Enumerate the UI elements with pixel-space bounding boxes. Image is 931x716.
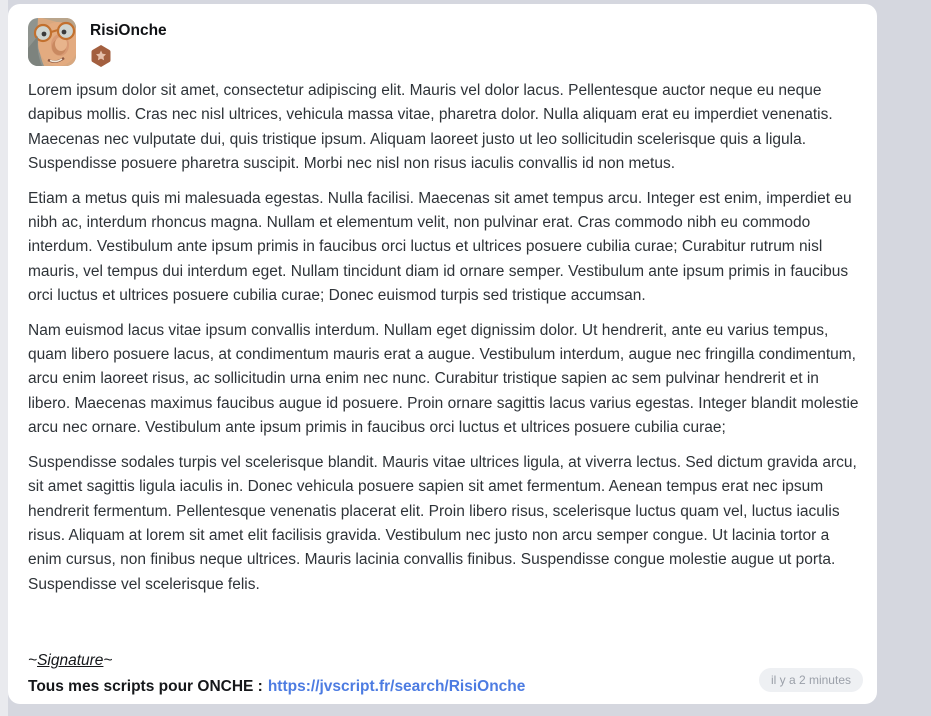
signature-tilde-prefix: ~ [28,652,38,670]
author-meta [90,18,167,68]
signature-scripts-label: Tous mes scripts pour ONCHE : [28,678,263,696]
avatar[interactable] [28,18,76,66]
post-paragraph: Suspendisse sodales turpis vel scelerisque blandit. Mauris vitae ultrices ligula, at viverra lectus. Sed dictum gravida arcu, sit amet sagittis ligula iaculis in. Donec vehicula posuere sapien sit amet fermentum. Aenean tempus erat nec ipsum hendrerit fermentum. Pellentesque venenatis placerat elit. Proin libero risus, scelerisque luctus quam vel, luctus iaculis risus. Aliquam at lorem sit amet elit facilisis gravida. Vestibulum nec justo non arcu semper congue. Ut lacinia tortor a enim cursus, non finibus neque ultrices. Mauris lacinia convallis finibus. Suspendisse congue molestie augue ut porta. Suspendisse vel scelerisque felis. [28,453,857,593]
post-paragraph: Etiam a metus quis mi malesuada egestas. Nulla facilisi. Maecenas sit amet tempus arcu. Integer est enim, imperdiet eu nibh ac, interdum rhoncus magna. Nullam et elementum velit, non pulvinar erat. Cras commodo nibh eu commodo interdum. Vestibulum ante ipsum primis in faucibus orci luctus et ultrices posuere cubilia curae; Curabitur rutrum nisl mauris, vel tempus dui interdum eget. Nullam tincidunt diam id ornare semper. Vestibulum ante ipsum primis in faucibus orci luctus et ultrices posuere cubilia curae; Donec euismod turpis sed tristique accumsan. [28,189,852,305]
signature-tilde-suffix: ~ [103,652,113,670]
signature-label: Signature [37,652,104,670]
post-body [28,79,859,597]
signature-block [28,651,859,698]
post-paragraph: Lorem ipsum dolor sit amet, consectetur adipiscing elit. Mauris vel dolor lacus. Pellentesque auctor neque eu neque dapibus mollis. Cras nec nisl ultrices, vehicula massa vitae, pharetra dolor. Nulla aliquam erat eu imperdiet venenatis. Maecenas nec vulputate dui, quis tristique ipsum. Aliquam laoreet justo ut leo sollicitudin scelerisque quis a ligula. Suspendisse posuere pharetra suscipit. Morbi nec nisl non risus iaculis convallis id non metus. [28,82,833,173]
post-paragraph: Nam euismod lacus vitae ipsum convallis interdum. Nullam eget dignissim dolor. Ut hendrerit, ante eu varius tempus, quam libero posuere lacus, at condimentum mauris erat a augue. Vestibulum interdum, augue nec fringilla condimentum, arcu enim laoreet risus, ac sollicitudin urna enim nec nunc. Curabitur tristique sapien ac sem pulvinar hendrerit et in libero. Maecenas maximus faucibus augue id posuere. Proin ornare sagittis lacus varius egestas. Integer blandit molestie arcu nec ornare. Vestibulum ante ipsum primis in faucibus orci luctus et ultrices posuere cubilia curae; [28,321,859,437]
signature-title [28,651,859,671]
page-gutter [0,0,8,716]
signature-link[interactable]: https://jvscript.fr/search/RisiOnche [267,678,526,696]
avatar-face-icon [28,18,76,66]
post-card [8,4,877,704]
username[interactable]: RisiOnche [90,22,167,39]
timestamp-badge: il y a 2 minutes [759,668,863,692]
post-header [28,18,859,68]
signature-scripts-line [28,676,859,698]
star-badge-icon [90,44,112,68]
